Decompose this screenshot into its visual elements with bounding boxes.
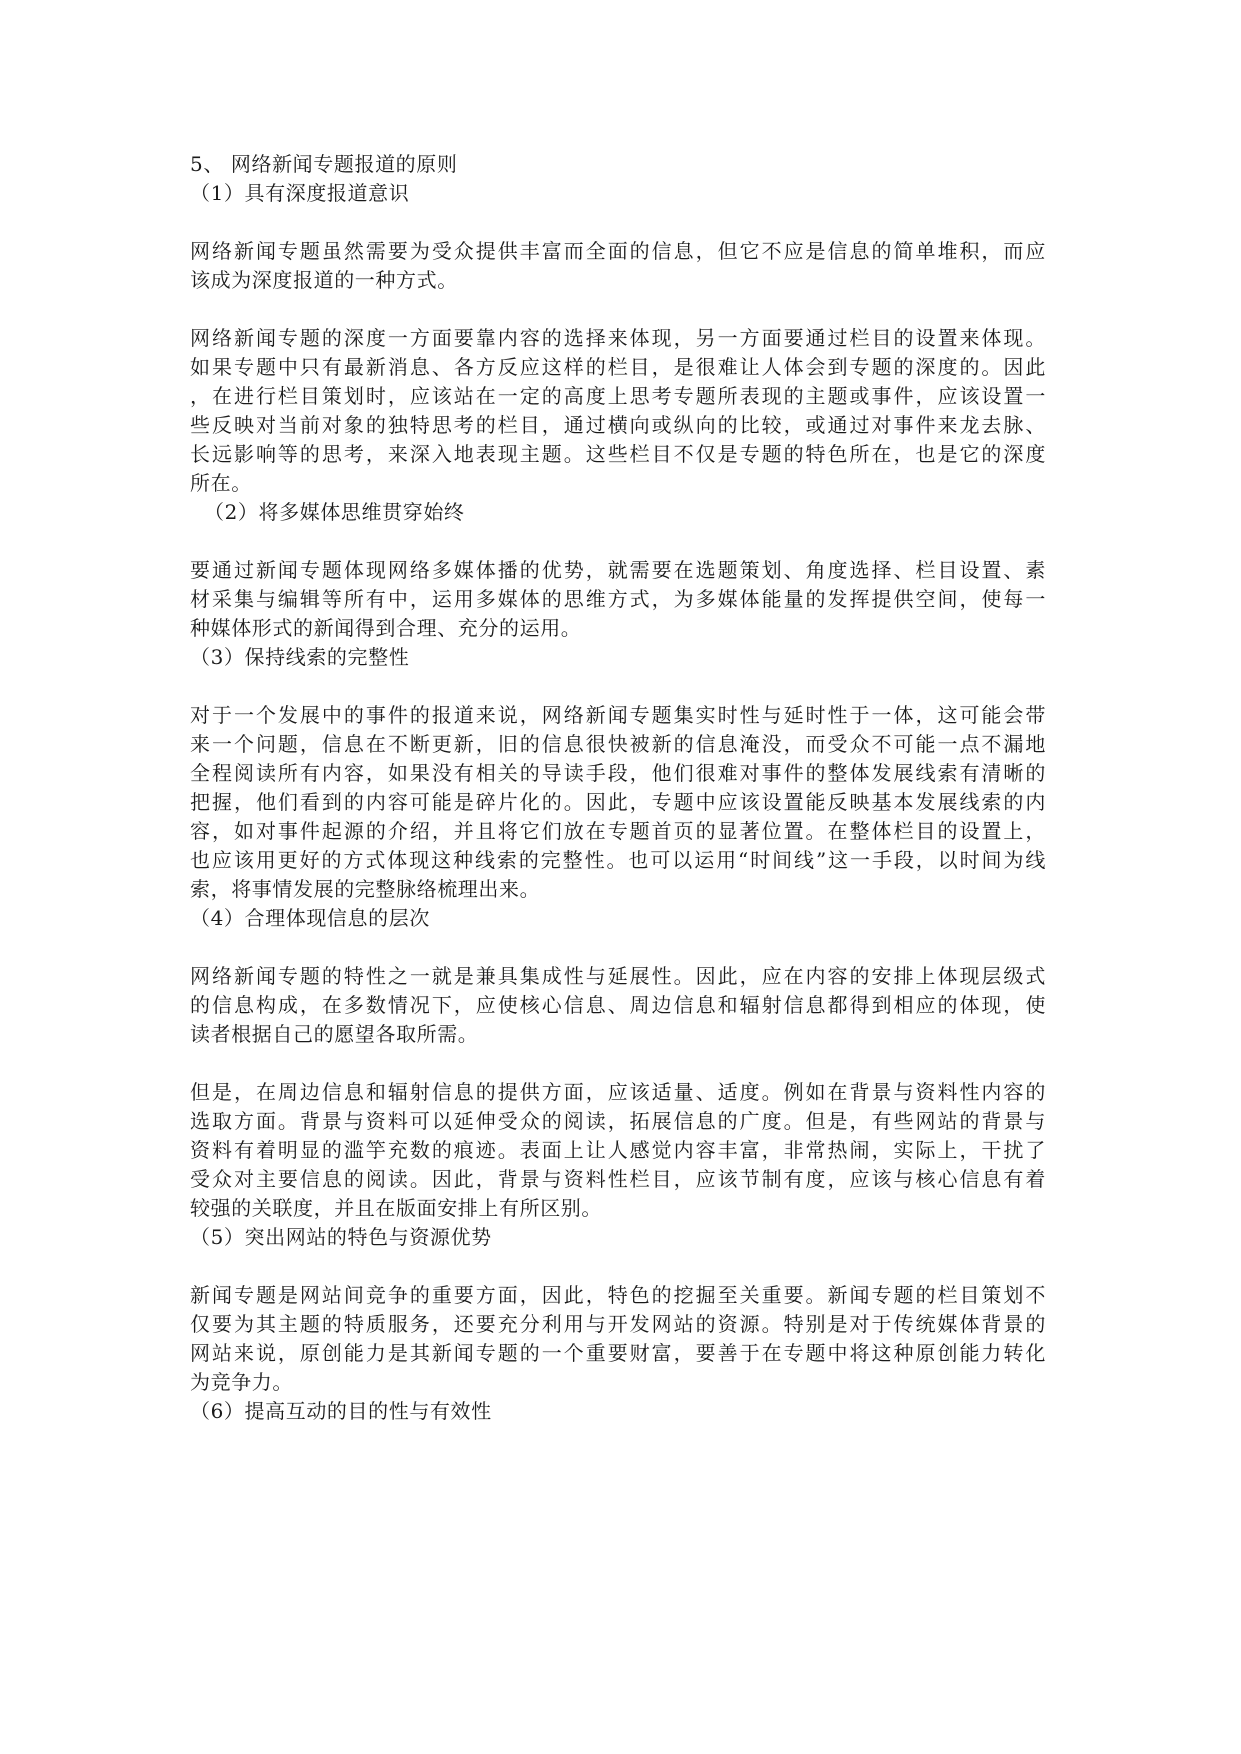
paragraph-line: 如果专题中只有最新消息、各方反应这样的栏目，是很难让人体会到专题的深度的。因此 xyxy=(190,355,1046,379)
paragraph-line: ，在进行栏目策划时，应该站在一定的高度上思考专题所表现的主题或事件，应该设置一 xyxy=(190,384,1046,408)
paragraph xyxy=(190,324,1046,498)
paragraph-line: 的信息构成，在多数情况下，应使核心信息、周边信息和辐射信息都得到相应的体现，使 xyxy=(190,993,1046,1017)
document-body xyxy=(190,179,1046,1426)
paragraph xyxy=(190,237,1046,295)
paragraph xyxy=(190,1078,1046,1223)
paragraph-line: 容，如对事件起源的介绍，并且将它们放在专题首页的显著位置。在整体栏目的设置上， xyxy=(190,819,1046,843)
document-page xyxy=(190,150,1046,1426)
subheading xyxy=(190,1397,1046,1426)
paragraph xyxy=(190,1281,1046,1397)
subheading xyxy=(190,498,1046,527)
paragraph-line: 长远影响等的思考，来深入地表现主题。这些栏目不仅是专题的特色所在，也是它的深度 xyxy=(190,442,1046,466)
blank-line xyxy=(190,295,1046,324)
paragraph-line: 仅要为其主题的特质服务，还要充分利用与开发网站的资源。特别是对于传统媒体背景的 xyxy=(190,1312,1046,1336)
subheading-text: （3）保持线索的完整性 xyxy=(190,645,410,669)
paragraph-line: 受众对主要信息的阅读。因此，背景与资料性栏目，应该节制有度，应该与核心信息有着 xyxy=(190,1167,1046,1191)
paragraph-line: 索，将事情发展的完整脉络梳理出来。 xyxy=(190,877,541,901)
paragraph-line: 为竞争力。 xyxy=(190,1370,293,1394)
blank-line xyxy=(190,672,1046,701)
blank-line xyxy=(190,1252,1046,1281)
paragraph-line: 也应该用更好的方式体现这种线索的完整性。也可以运用“时间线”这一手段，以时间为线 xyxy=(190,848,1046,872)
paragraph-line: 选取方面。背景与资料可以延伸受众的阅读，拓展信息的广度。但是，有些网站的背景与 xyxy=(190,1109,1046,1133)
paragraph-line: 材采集与编辑等所有中，运用多媒体的思维方式，为多媒体能量的发挥提供空间，使每一 xyxy=(190,587,1046,611)
paragraph-line: 全程阅读所有内容，如果没有相关的导读手段，他们很难对事件的整体发展线索有清晰的 xyxy=(190,761,1046,785)
blank-line xyxy=(190,933,1046,962)
subheading-text: （5）突出网站的特色与资源优势 xyxy=(190,1225,492,1249)
paragraph xyxy=(190,962,1046,1049)
blank-line xyxy=(190,1049,1046,1078)
subheading-text: （4）合理体现信息的层次 xyxy=(190,906,430,930)
paragraph-line: 把握，他们看到的内容可能是碎片化的。因此，专题中应该设置能反映基本发展线索的内 xyxy=(190,790,1046,814)
blank-line xyxy=(190,527,1046,556)
section-title: 5、 网络新闻专题报道的原则 xyxy=(190,152,458,176)
subheading-text: （1）具有深度报道意识 xyxy=(190,181,410,205)
paragraph xyxy=(190,701,1046,904)
subheading-text: （2）将多媒体思维贯穿始终 xyxy=(204,500,465,524)
subheading xyxy=(190,1223,1046,1252)
subheading xyxy=(190,904,1046,933)
paragraph-line: 资料有着明显的滥竽充数的痕迹。表面上让人感觉内容丰富，非常热闹，实际上，干扰了 xyxy=(190,1138,1046,1162)
paragraph-line: 网络新闻专题虽然需要为受众提供丰富而全面的信息，但它不应是信息的简单堆积，而应 xyxy=(190,239,1046,263)
subheading-text: （6）提高互动的目的性与有效性 xyxy=(190,1399,492,1423)
paragraph-line: 种媒体形式的新闻得到合理、充分的运用。 xyxy=(190,616,582,640)
paragraph xyxy=(190,556,1046,643)
paragraph-line: 但是，在周边信息和辐射信息的提供方面，应该适量、适度。例如在背景与资料性内容的 xyxy=(190,1080,1046,1104)
subheading xyxy=(190,179,1046,208)
paragraph-line: 较强的关联度，并且在版面安排上有所区别。 xyxy=(190,1196,602,1220)
paragraph-line: 该成为深度报道的一种方式。 xyxy=(190,268,458,292)
subheading xyxy=(190,643,1046,672)
paragraph-line: 所在。 xyxy=(190,471,252,495)
paragraph-line: 网站来说，原创能力是其新闻专题的一个重要财富，要善于在专题中将这种原创能力转化 xyxy=(190,1341,1046,1365)
paragraph-line: 网络新闻专题的特性之一就是兼具集成性与延展性。因此，应在内容的安排上体现层级式 xyxy=(190,964,1046,988)
paragraph-line: 网络新闻专题的深度一方面要靠内容的选择来体现，另一方面要通过栏目的设置来体现。 xyxy=(190,326,1046,350)
paragraph-line: 对于一个发展中的事件的报道来说，网络新闻专题集实时性与延时性于一体，这可能会带 xyxy=(190,703,1046,727)
blank-line xyxy=(190,208,1046,237)
paragraph-line: 要通过新闻专题体现网络多媒体播的优势，就需要在选题策划、角度选择、栏目设置、素 xyxy=(190,558,1046,582)
paragraph-line: 新闻专题是网站间竞争的重要方面，因此，特色的挖掘至关重要。新闻专题的栏目策划不 xyxy=(190,1283,1046,1307)
paragraph-line: 些反映对当前对象的独特思考的栏目，通过横向或纵向的比较，或通过对事件来龙去脉、 xyxy=(190,413,1046,437)
paragraph-line: 来一个问题，信息在不断更新，旧的信息很快被新的信息淹没，而受众不可能一点不漏地 xyxy=(190,732,1046,756)
paragraph-line: 读者根据自己的愿望各取所需。 xyxy=(190,1022,479,1046)
